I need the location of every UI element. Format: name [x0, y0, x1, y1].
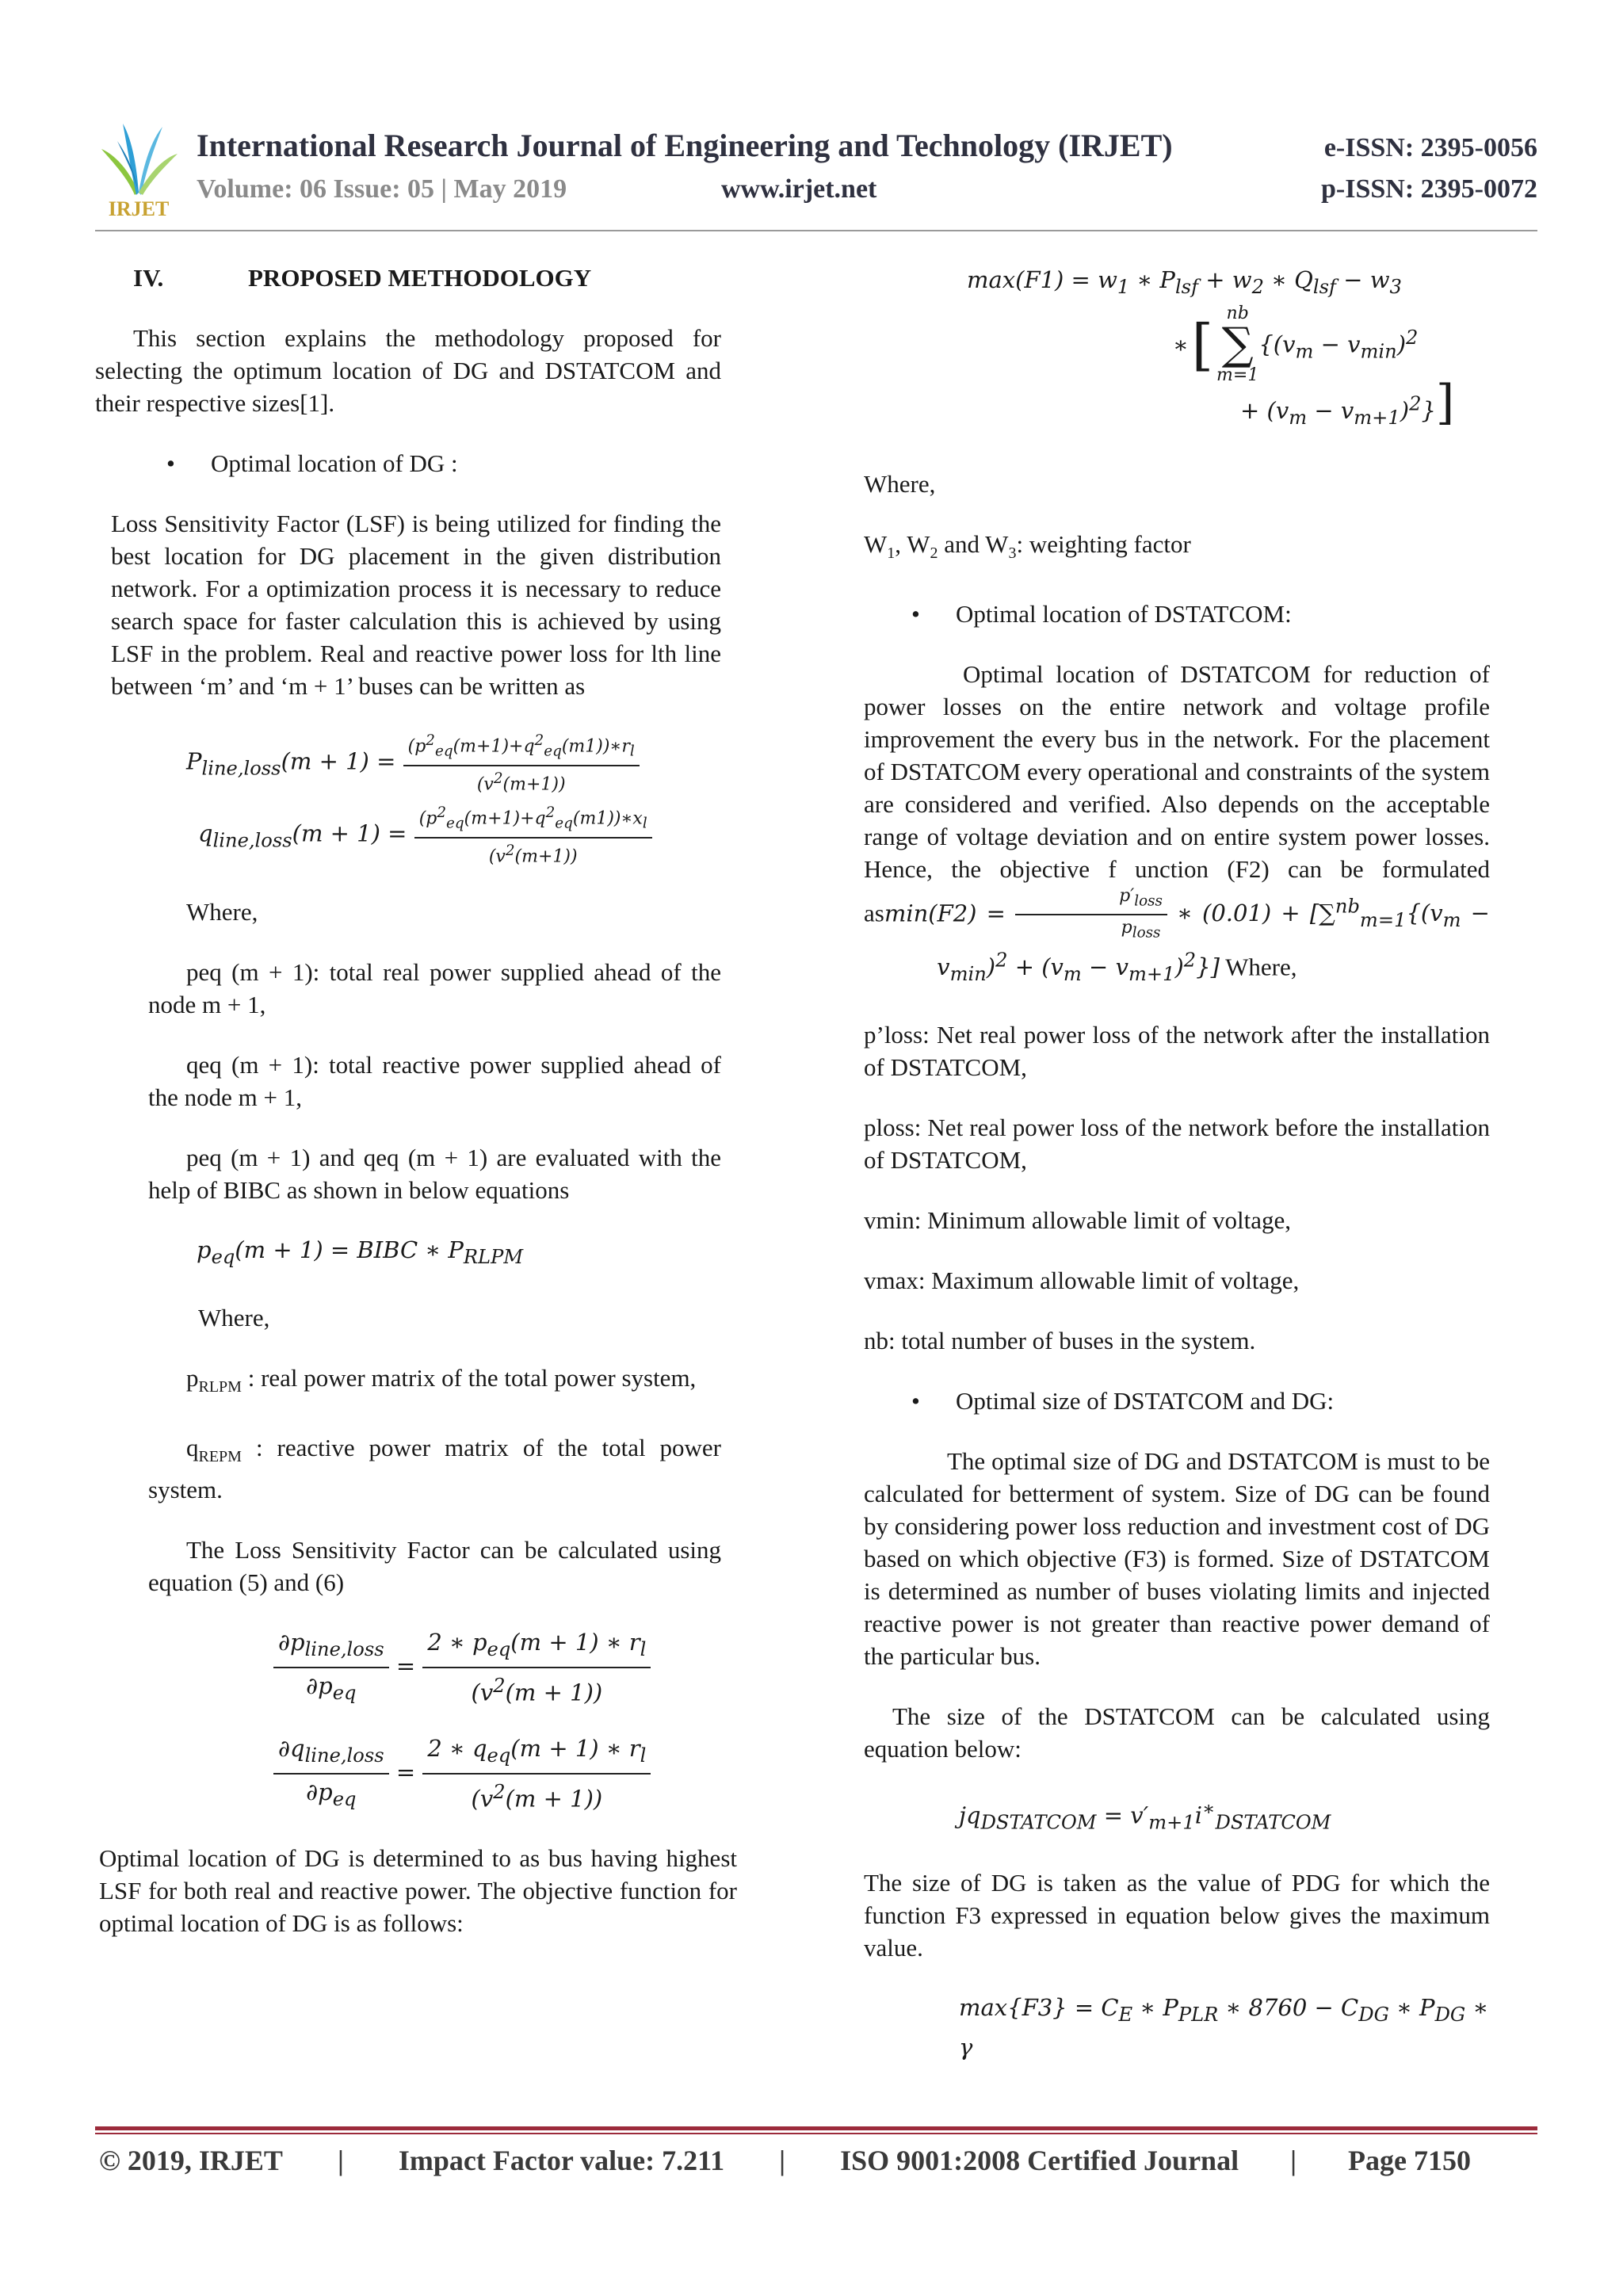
section-heading [95, 262, 721, 294]
pissn: p-ISSN: 2395-0072 [1321, 174, 1537, 204]
equation-jq-dstatcom: $jq_{DSTATCOM} = v'_{m+1}i^∗_{DSTATCOM}$ [959, 1797, 1331, 1834]
lsf-paragraph: Loss Sensitivity Factor (LSF) is being utilized for finding the best location for DG placement in the given distribution network. For a optimization process it is necessary to reduce search space for faster calculation this is achieved by using LSF in the problem. Real and reactive power loss for lth line between ‘m’ and ‘m + 1’ buses can be written as [111, 510, 721, 700]
where-label-2: Where, [198, 1303, 270, 1331]
prlpm-definition: $p_{RLPM}$ : real power matrix of the total power system, [186, 1363, 697, 1396]
equation-dp-dpeq: $\frac{\partial p_{line,loss}}{\partial p_{eq}}$ = $\frac{2 ∗ p_{eq}(m + 1) ∗ r_l}{(v^2(m + 1))}$ [95, 1626, 721, 1709]
journal-title: International Research Journal of Engineering and Technology (IRJET) [197, 128, 1173, 163]
footer-impact-factor: Impact Factor value: 7.211 [398, 2145, 725, 2176]
ploss-before-definition: ploss: Net real power loss of the network before the installation of DSTATCOM, [864, 1114, 1490, 1175]
equation-peq-bibc: $p_{eq}(m + 1)$ = BIBC ∗ $P_{RLPM}$ [197, 1236, 524, 1268]
svg-text:IRJET: IRJET [108, 197, 170, 220]
bullet-optimal-size: • Optimal size of DSTATCOM and DG: [864, 1385, 1490, 1417]
peq-definition: peq (m + 1): total real power supplied ahead of the node m + 1, [148, 958, 721, 1019]
equation-dq-dpeq: $\frac{\partial q_{line,loss}}{\partial p_{eq}}$ = $\frac{2 ∗ q_{eq}(m + 1) ∗ r_l}{(v^2(m + 1))}$ [95, 1733, 721, 1815]
dg-size-paragraph: The size of DG is taken as the value of PDG for which the function F3 expressed in equation below gives the maximum value. [864, 1869, 1490, 1962]
qrepm-definition: $q_{REPM}$ : reactive power matrix of the total power system. [148, 1434, 722, 1504]
eissn: e-ISSN: 2395-0056 [1323, 133, 1537, 162]
equation-qline-loss: $q_{line,loss}(m + 1)$ = $\frac{(p^2_{eq}(m+1)+q^2_{eq}(m1))∗x_l}{(v^2(m+1))}$ [95, 802, 721, 868]
equation-max-f1: $\max(F1) = w_1$ ∗ $P_{lsf} + w_2$ ∗ $Q_{lsf} - w_3$ ∗ [ nb ∑ m=1 {$(v_m - v_{min})^2$ + $(v_m - v_{m+1})^2$}] [967, 266, 1455, 430]
lsf-calculation-paragraph: The Loss Sensitivity Factor can be calculated using equation (5) and (6) [148, 1536, 721, 1597]
volume-issue: Volume: 06 Issue: 05 | May 2019 [197, 174, 567, 204]
bibc-paragraph: peq (m + 1) and qeq (m + 1) are evaluated with the help of BIBC as shown in below equations [148, 1144, 721, 1205]
dstatcom-size-paragraph: The size of the DSTATCOM can be calculated using equation below: [864, 1702, 1490, 1763]
footer-copyright: © 2019, IRJET [99, 2145, 283, 2176]
irjet-logo [95, 117, 182, 220]
where-label: Where, [186, 898, 258, 926]
bullet-label: Optimal size of DSTATCOM and DG: [956, 1387, 1335, 1415]
dg-location-paragraph: Optimal location of DG is determined to as bus having highest LSF for both real and reactive power. The objective function for optimal location of DG is as follows: [99, 1844, 737, 1938]
bullet-label: Optimal location of DG : [211, 449, 458, 477]
page-footer: © 2019, IRJET | Impact Factor value: 7.211 | ISO 9001:2008 Certified Journal | Page 7150 [99, 2145, 1471, 2176]
weights-definition: $W_1$, $W_2$ and $W_3$: weighting factor [864, 529, 1191, 562]
footer-iso: ISO 9001:2008 Certified Journal [840, 2145, 1239, 2176]
footer-page-number: Page 7150 [1348, 2145, 1471, 2176]
ploss-after-definition: p’loss: Net real power loss of the network after the installation of DSTATCOM, [864, 1021, 1490, 1082]
footer-divider-thin [95, 2133, 1537, 2134]
header-divider [95, 230, 1537, 231]
right-column [864, 262, 1490, 2064]
vmax-definition: vmax: Maximum allowable limit of voltage, [864, 1266, 1300, 1295]
qeq-definition: qeq (m + 1): total reactive power supplied ahead of the node m + 1, [148, 1051, 721, 1112]
intro-paragraph: This section explains the methodology proposed for selecting the optimum location of DG and DSTATCOM and their respective sizes[1]. [95, 324, 721, 417]
bullet-dg-location: • Optimal location of DG : [95, 447, 721, 479]
dstatcom-location-paragraph: Optimal location of DSTATCOM for reduction of power losses on the entire network and voltage profile improvement the every bus in the network. For the placement of DSTATCOM every operational and constraints of the system are considered and verified. Also depends on the acceptable range of voltage deviation and on entire system power losses. Hence, the objective f unction (F2) can be formulated asmin(F2) = $\frac{p'_{loss}}{p_{loss}}$ ∗ $(0.01) + [\sum^{nb}_{m=1}\{(v_m$ − $v_{min})^2 + (v_m - v_{m+1})^2$}] Where, [864, 659, 1490, 986]
bullet-dstatcom-location: • Optimal location of DSTATCOM: [864, 598, 1490, 630]
website-link[interactable]: www.irjet.net [721, 174, 877, 204]
left-column [95, 262, 737, 1939]
equation-max-f3: $\max\{F3\} = C_E$ ∗ $P_{PLR}$ ∗ $8760 - C_{DG}$ ∗ $P_{DG}$ ∗ γ [959, 1994, 1489, 2061]
where-label-right: Where, [864, 469, 936, 498]
optimal-size-paragraph: The optimal size of DG and DSTATCOM is must to be calculated for betterment of system. Size of DG can be found by considering power loss reduction and investment cost of DG based on which objective (F3) is formed. Size of DSTATCOM is determined as number of buses violating limits and injected reactive power is not greater than reactive power demand of the particular bus. [864, 1447, 1490, 1671]
vmin-definition: vmin: Minimum allowable limit of voltage, [864, 1206, 1291, 1235]
page-header [95, 111, 1537, 230]
nb-definition: nb: total number of buses in the system. [864, 1327, 1256, 1355]
section-title: PROPOSED METHODOLOGY [248, 264, 592, 292]
bullet-label: Optimal location of DSTATCOM: [956, 599, 1292, 628]
section-number: IV. [133, 264, 164, 292]
footer-divider [95, 2126, 1537, 2130]
equation-pline-loss: $P_{line,loss}(m + 1)$ = $\frac{(p^2_{eq}(m+1)+q^2_{eq}(m1))∗r_l}{(v^2(m+1))}$ [95, 730, 721, 796]
